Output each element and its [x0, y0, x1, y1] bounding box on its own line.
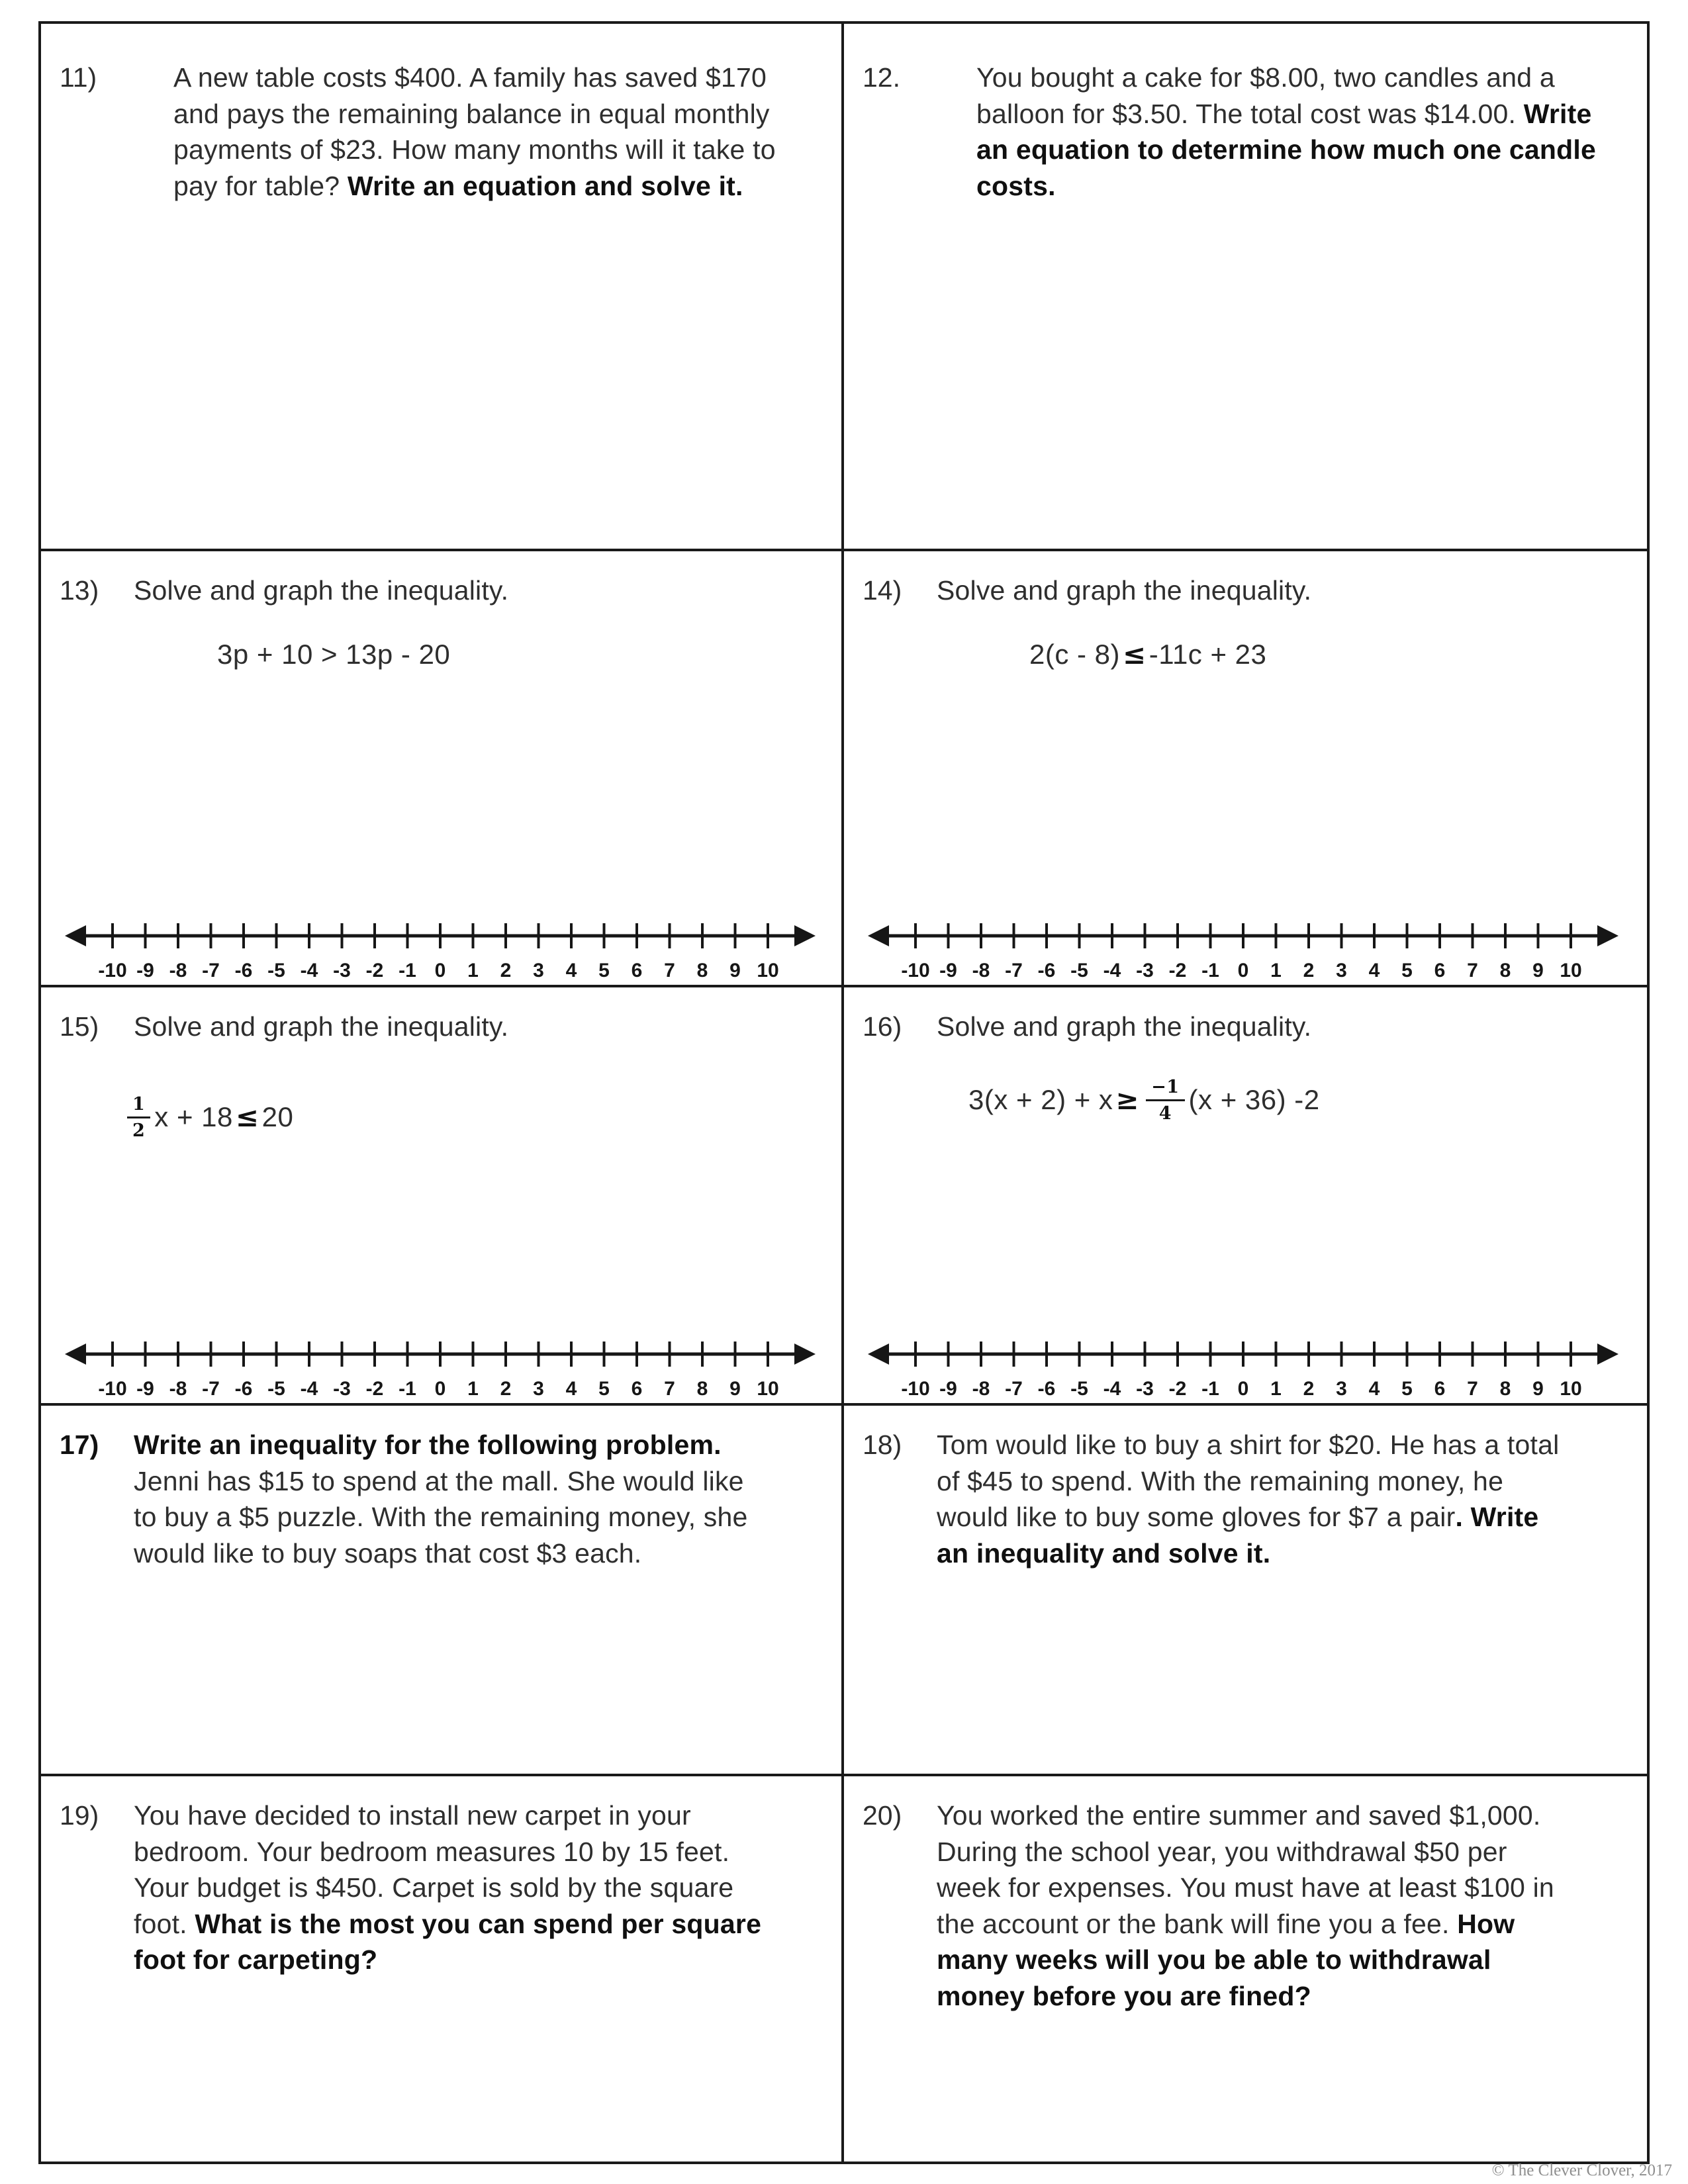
bold-text-run: Write an equation and solve it. — [347, 170, 743, 201]
svg-text:-4: -4 — [1103, 1378, 1121, 1400]
problem-19 — [60, 1797, 815, 1978]
text-run: Solve and graph the inequality. — [134, 1011, 509, 1042]
svg-text:-2: -2 — [1168, 960, 1187, 981]
svg-text:-3: -3 — [1136, 960, 1154, 981]
problem-13-cell — [41, 551, 844, 987]
svg-text:5: 5 — [598, 1378, 610, 1400]
svg-text:6: 6 — [1434, 1378, 1446, 1400]
problem-16-text — [937, 1009, 1573, 1045]
svg-text:5: 5 — [1401, 960, 1413, 981]
svg-text:-9: -9 — [136, 960, 154, 981]
inequality-operator: ≥ — [1115, 1083, 1140, 1116]
number-line-svg — [64, 1330, 817, 1400]
svg-text:10: 10 — [757, 1378, 779, 1400]
svg-text:-9: -9 — [939, 1378, 957, 1400]
svg-text:7: 7 — [664, 1378, 675, 1400]
problem-18-text — [937, 1427, 1573, 1571]
equation-text: (x + 36) -2 — [1188, 1083, 1320, 1115]
right-arrow-icon — [1597, 925, 1618, 946]
problem-15-text — [134, 1009, 771, 1045]
text-run: Solve and graph the inequality. — [937, 575, 1312, 606]
inequality-operator: ≤ — [1123, 637, 1147, 670]
problem-14-number: 14) — [863, 575, 902, 606]
copyright-text: © The Clever Clover, 2017 — [1491, 2161, 1672, 2179]
problem-17-cell — [41, 1406, 844, 1776]
svg-text:-1: -1 — [399, 1378, 416, 1400]
problem-12 — [863, 60, 1620, 204]
svg-text:9: 9 — [729, 960, 741, 981]
problem-16-number: 16) — [863, 1011, 902, 1042]
text-run: Jenni has $15 to spend at the mall. She would like to buy a $5 puzzle. With the remaining money, she would like to buy soaps that cost $3 each. — [134, 1465, 748, 1569]
svg-text:3: 3 — [533, 960, 544, 981]
equation-text: -11c + 23 — [1149, 638, 1267, 670]
svg-text:-5: -5 — [267, 1378, 285, 1400]
svg-text:4: 4 — [565, 960, 577, 981]
number-line-svg — [867, 1330, 1620, 1400]
svg-text:-5: -5 — [1070, 960, 1088, 981]
problem-14-equation — [1029, 638, 1620, 671]
number-line-svg — [867, 912, 1620, 982]
problem-20-cell — [844, 1776, 1647, 2161]
problem-14 — [863, 572, 1620, 609]
svg-text:10: 10 — [1560, 1378, 1582, 1400]
svg-text:7: 7 — [664, 960, 675, 981]
problem-15-equation — [123, 1095, 815, 1140]
svg-text:-3: -3 — [333, 1378, 351, 1400]
svg-text:5: 5 — [598, 960, 610, 981]
svg-text:6: 6 — [1434, 960, 1446, 981]
svg-text:-6: -6 — [234, 1378, 253, 1400]
inequality-operator: ≤ — [235, 1100, 259, 1133]
svg-text:-8: -8 — [972, 960, 990, 981]
problem-14-number-line — [867, 912, 1624, 982]
svg-text:2: 2 — [1303, 960, 1315, 981]
svg-text:-8: -8 — [169, 1378, 187, 1400]
svg-text:-8: -8 — [972, 1378, 990, 1400]
problem-13-number-line — [64, 912, 819, 982]
left-arrow-icon — [868, 1343, 889, 1365]
svg-text:-3: -3 — [1136, 1378, 1154, 1400]
number-line-svg — [64, 912, 817, 982]
problem-13-text — [134, 572, 771, 609]
svg-text:-9: -9 — [939, 960, 957, 981]
svg-text:-4: -4 — [300, 960, 318, 981]
svg-text:9: 9 — [729, 1378, 741, 1400]
problem-18 — [863, 1427, 1620, 1571]
svg-text:-4: -4 — [1103, 960, 1121, 981]
text-run: Solve and graph the inequality. — [134, 575, 509, 606]
text-run: A new table costs $400. A family has saved $170 and pays the remaining balance in equal monthly payments of $23. How many months will it take to pay for table? — [173, 62, 776, 201]
svg-text:4: 4 — [1368, 1378, 1380, 1400]
svg-text:1: 1 — [1270, 960, 1282, 981]
svg-text:-1: -1 — [1201, 1378, 1219, 1400]
problem-12-text — [976, 60, 1613, 204]
svg-text:-1: -1 — [399, 960, 416, 981]
bold-text-run: Write an equation to determine how much one candle costs. — [976, 98, 1596, 201]
problem-15 — [60, 1009, 815, 1045]
svg-text:-6: -6 — [1037, 960, 1056, 981]
right-arrow-icon — [794, 1343, 816, 1365]
svg-text:-2: -2 — [365, 1378, 384, 1400]
equation-text: 20 — [261, 1101, 294, 1132]
svg-text:-9: -9 — [136, 1378, 154, 1400]
fraction: $\frac{1}{2}$ — [127, 1095, 150, 1140]
svg-text:-10: -10 — [98, 1378, 127, 1400]
problem-15-number: 15) — [60, 1011, 99, 1042]
svg-text:8: 8 — [1499, 960, 1511, 981]
problem-12-number: 12. — [863, 62, 900, 93]
svg-text:0: 0 — [1237, 960, 1249, 981]
problem-19-text — [134, 1797, 771, 1978]
problem-14-text — [937, 572, 1573, 609]
left-arrow-icon — [65, 1343, 86, 1365]
problem-19-cell — [41, 1776, 844, 2161]
problem-13 — [60, 572, 815, 609]
equation-text: x + 18 — [154, 1101, 233, 1132]
svg-text:-2: -2 — [365, 960, 384, 981]
svg-text:-7: -7 — [1005, 960, 1023, 981]
svg-text:-10: -10 — [98, 960, 127, 981]
svg-text:5: 5 — [1401, 1378, 1413, 1400]
problem-11-cell — [41, 24, 844, 551]
equation-text: 2(c - 8) — [1029, 638, 1121, 670]
bold-text-run: How many weeks will you be able to withdrawal money before you are fined? — [937, 1908, 1515, 2011]
problem-17-text — [134, 1427, 771, 1571]
problem-20 — [863, 1797, 1620, 2014]
svg-text:4: 4 — [1368, 960, 1380, 981]
svg-text:2: 2 — [500, 960, 512, 981]
svg-text:1: 1 — [467, 960, 479, 981]
left-arrow-icon — [868, 925, 889, 946]
svg-text:0: 0 — [434, 1378, 446, 1400]
svg-text:3: 3 — [1336, 960, 1347, 981]
equation-text: 3(x + 2) + x — [968, 1083, 1113, 1115]
problem-18-number: 18) — [863, 1430, 902, 1460]
svg-text:6: 6 — [631, 960, 643, 981]
svg-text:-6: -6 — [1037, 1378, 1056, 1400]
right-arrow-icon — [1597, 1343, 1618, 1365]
problem-15-cell — [41, 987, 844, 1406]
svg-text:-6: -6 — [234, 960, 253, 981]
svg-text:-8: -8 — [169, 960, 187, 981]
bold-text-run: . Write an inequality and solve it. — [937, 1502, 1539, 1569]
problem-17-number: 17) — [60, 1430, 99, 1460]
problem-17 — [60, 1427, 815, 1571]
fraction: $\frac{-1}{4}$ — [1146, 1078, 1184, 1122]
text-run: You bought a cake for $8.00, two candles and a balloon for $3.50. The total cost was $14.00. — [976, 62, 1555, 129]
svg-text:9: 9 — [1532, 960, 1544, 981]
problem-13-equation — [217, 638, 815, 671]
svg-text:8: 8 — [696, 1378, 708, 1400]
problem-18-cell — [844, 1406, 1647, 1776]
svg-text:8: 8 — [696, 960, 708, 981]
svg-text:-10: -10 — [901, 960, 930, 981]
problem-16-number-line — [867, 1330, 1624, 1400]
problem-13-number: 13) — [60, 575, 99, 606]
problem-14-cell — [844, 551, 1647, 987]
svg-text:-7: -7 — [202, 1378, 220, 1400]
problem-16 — [863, 1009, 1620, 1045]
right-arrow-icon — [794, 925, 816, 946]
svg-text:7: 7 — [1467, 1378, 1478, 1400]
problem-15-number-line — [64, 1330, 819, 1400]
svg-text:3: 3 — [1336, 1378, 1347, 1400]
problem-20-text — [937, 1797, 1573, 2014]
equation-text: 3p + 10 > 13p - 20 — [217, 638, 451, 670]
svg-text:-4: -4 — [300, 1378, 318, 1400]
svg-text:1: 1 — [467, 1378, 479, 1400]
svg-text:-5: -5 — [1070, 1378, 1088, 1400]
svg-text:7: 7 — [1467, 960, 1478, 981]
problem-20-number: 20) — [863, 1800, 902, 1831]
left-arrow-icon — [65, 925, 86, 946]
svg-text:-3: -3 — [333, 960, 351, 981]
problem-16-equation — [968, 1078, 1620, 1122]
svg-text:2: 2 — [500, 1378, 512, 1400]
svg-text:8: 8 — [1499, 1378, 1511, 1400]
svg-text:10: 10 — [1560, 960, 1582, 981]
svg-text:-7: -7 — [202, 960, 220, 981]
text-run: Solve and graph the inequality. — [937, 1011, 1312, 1042]
problem-16-cell — [844, 987, 1647, 1406]
problem-11-text — [173, 60, 810, 204]
problem-11-number: 11) — [60, 62, 97, 93]
svg-text:3: 3 — [533, 1378, 544, 1400]
svg-text:-2: -2 — [1168, 1378, 1187, 1400]
svg-text:9: 9 — [1532, 1378, 1544, 1400]
bold-text-run: Write an inequality for the following problem. — [134, 1430, 722, 1460]
svg-text:2: 2 — [1303, 1378, 1315, 1400]
problem-11 — [60, 60, 815, 204]
svg-text:6: 6 — [631, 1378, 643, 1400]
problem-12-cell — [844, 24, 1647, 551]
svg-text:-1: -1 — [1201, 960, 1219, 981]
svg-text:10: 10 — [757, 960, 779, 981]
svg-text:-5: -5 — [267, 960, 285, 981]
svg-text:1: 1 — [1270, 1378, 1282, 1400]
text-run: You have decided to install new carpet in your bedroom. Your bedroom measures 10 by 15 feet. Your budget is $450. Carpet is sold by the square foot. — [134, 1800, 734, 1939]
svg-text:-7: -7 — [1005, 1378, 1023, 1400]
svg-text:-10: -10 — [901, 1378, 930, 1400]
svg-text:0: 0 — [1237, 1378, 1249, 1400]
svg-text:4: 4 — [565, 1378, 577, 1400]
bold-text-run: What is the most you can spend per square foot for carpeting? — [134, 1908, 762, 1976]
text-run: You worked the entire summer and saved $1,000. During the school year, you withdrawal $50 per week for expenses. You must have at least $100 in the account or the bank will fine you a fee. — [937, 1800, 1554, 1939]
problem-19-number: 19) — [60, 1800, 99, 1831]
svg-text:0: 0 — [434, 960, 446, 981]
problem-grid — [38, 21, 1650, 2164]
text-run: Tom would like to buy a shirt for $20. He has a total of $45 to spend. With the remaining money, he would like to buy some gloves for $7 a pair — [937, 1430, 1560, 1533]
